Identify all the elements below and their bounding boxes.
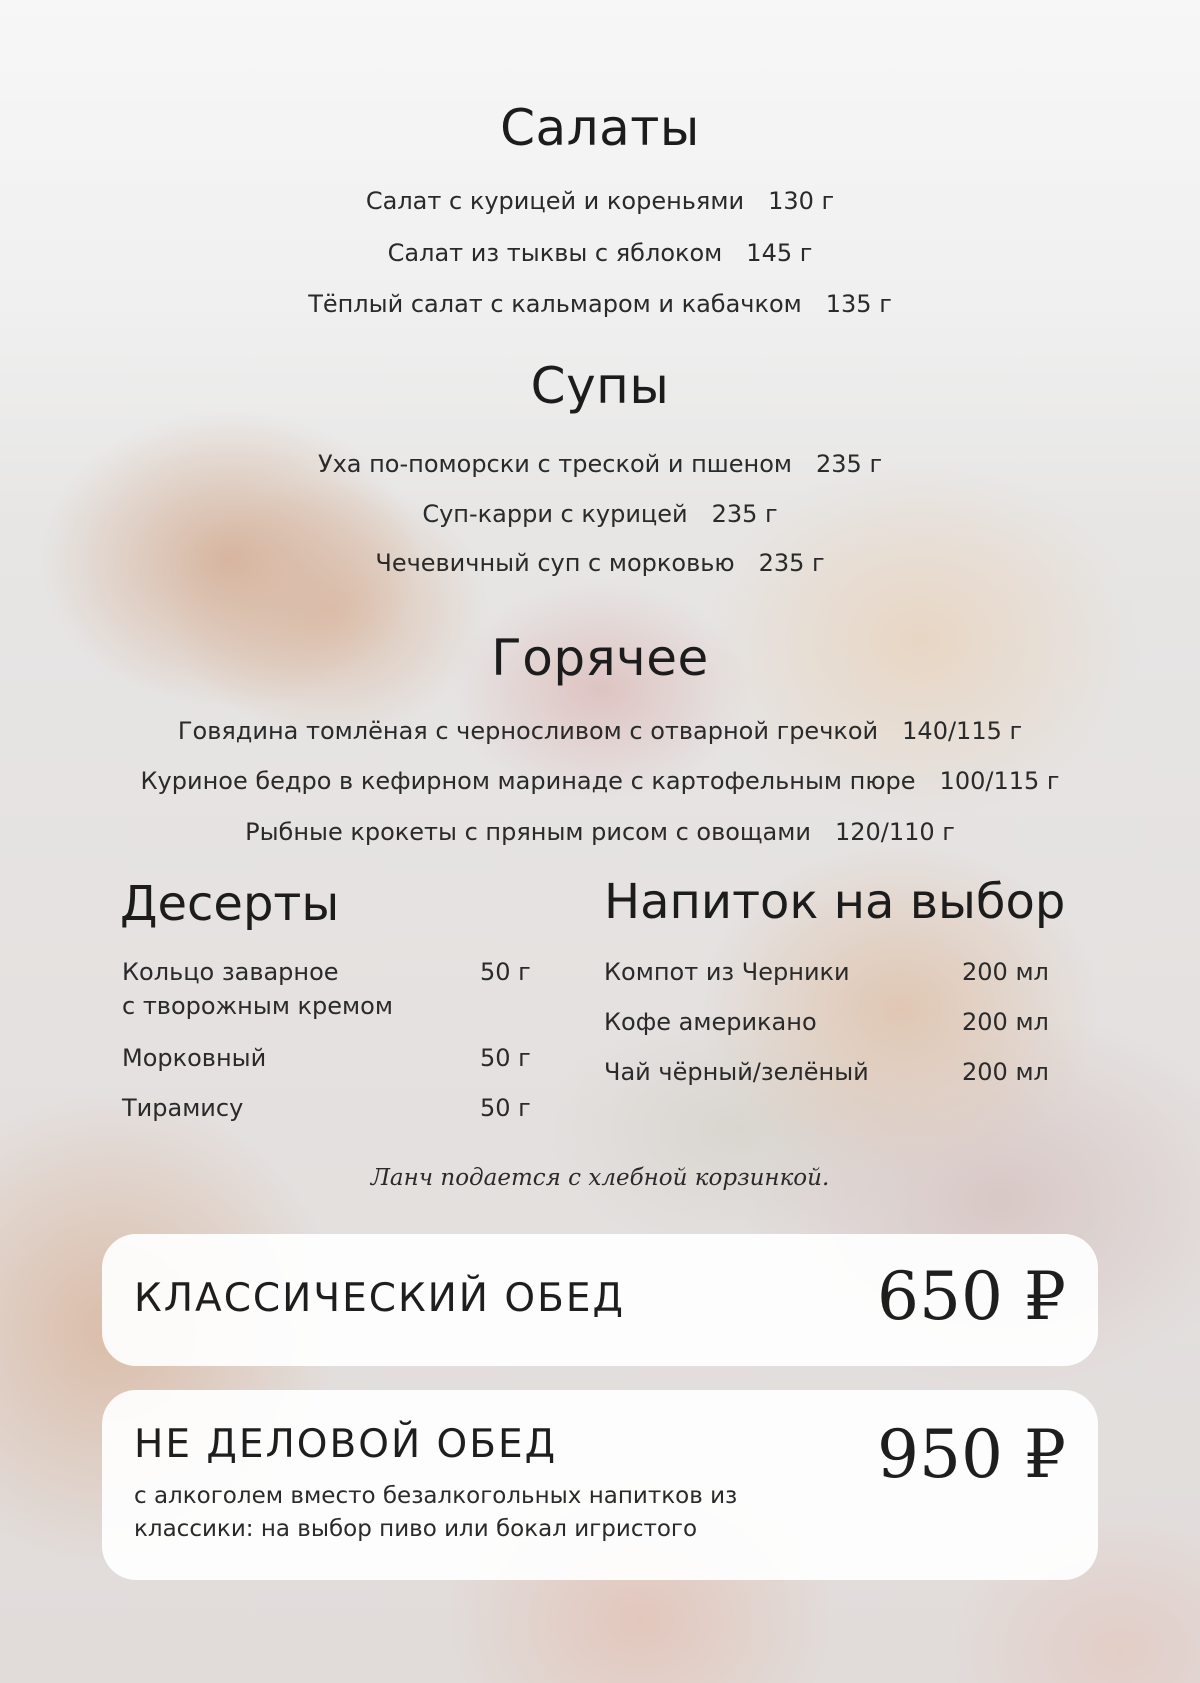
item-weight: 120/110 г — [834, 818, 955, 846]
drink-volume: 200 мл — [962, 1008, 1049, 1036]
drink-volume: 200 мл — [962, 1058, 1049, 1086]
menu-item — [0, 238, 1200, 268]
dessert-weight: 50 г — [480, 1044, 531, 1072]
drink-name: Компот из Черники — [604, 958, 850, 986]
item-weight: 235 г — [816, 450, 883, 478]
classic-lunch-card — [102, 1234, 1098, 1366]
menu-item — [0, 289, 1200, 319]
offer-price: 950 ₽ — [877, 1416, 1066, 1493]
item-name: Тёплый салат с кальмаром и кабачком — [308, 290, 802, 318]
desserts-heading: Десерты — [120, 876, 340, 932]
non-business-lunch-card — [102, 1390, 1098, 1580]
offer-price: 650 ₽ — [877, 1258, 1066, 1335]
offer-description-continued: классики: на выбор пиво или бокал игристого — [134, 1516, 698, 1542]
offer-title: НЕ ДЕЛОВОЙ ОБЕД — [134, 1422, 558, 1467]
drinks-heading: Напиток на выбор — [604, 874, 1066, 930]
item-name: Уха по-поморски с треской и пшеном — [317, 450, 792, 478]
item-name: Куриное бедро в кефирном маринаде с картофельным пюре — [140, 767, 916, 795]
menu-item — [0, 186, 1200, 216]
drink-volume: 200 мл — [962, 958, 1049, 986]
item-weight: 235 г — [711, 500, 778, 528]
dessert-weight: 50 г — [480, 1094, 531, 1122]
item-weight: 130 г — [768, 187, 835, 215]
menu-item — [0, 766, 1200, 796]
menu-item — [0, 817, 1200, 847]
item-name: Салат с курицей и кореньями — [365, 187, 745, 215]
item-weight: 145 г — [746, 239, 813, 267]
drink-name: Кофе американо — [604, 1008, 817, 1036]
item-name: Чечевичный суп с морковью — [375, 549, 735, 577]
menu-item — [0, 499, 1200, 529]
item-name: Суп-карри с курицей — [422, 500, 688, 528]
drink-name: Чай чёрный/зелёный — [604, 1058, 869, 1086]
offer-description: с алкоголем вместо безалкогольных напитков из — [134, 1483, 738, 1509]
item-weight: 100/115 г — [939, 767, 1060, 795]
dessert-name: Кольцо заварное — [122, 958, 339, 986]
offer-title: КЛАССИЧЕСКИЙ ОБЕД — [134, 1276, 625, 1321]
item-weight: 135 г — [825, 290, 892, 318]
item-name: Салат из тыквы с яблоком — [387, 239, 723, 267]
dessert-weight: 50 г — [480, 958, 531, 986]
menu-item — [0, 716, 1200, 746]
item-name: Рыбные крокеты с пряным рисом с овощами — [245, 818, 811, 846]
dessert-name-continued: с творожным кремом — [122, 992, 393, 1020]
menu-item — [0, 548, 1200, 578]
dessert-name: Морковный — [122, 1044, 267, 1072]
item-weight: 235 г — [758, 549, 825, 577]
menu-item — [0, 449, 1200, 479]
item-name: Говядина томлёная с черносливом с отварной гречкой — [177, 717, 879, 745]
salads-heading: Салаты — [500, 99, 700, 157]
hot-heading: Горячее — [491, 629, 709, 687]
dessert-name: Тирамису — [122, 1094, 244, 1122]
bread-basket-note: Ланч подается с хлебной корзинкой. — [370, 1165, 830, 1191]
item-weight: 140/115 г — [902, 717, 1023, 745]
soups-heading: Супы — [530, 357, 670, 415]
